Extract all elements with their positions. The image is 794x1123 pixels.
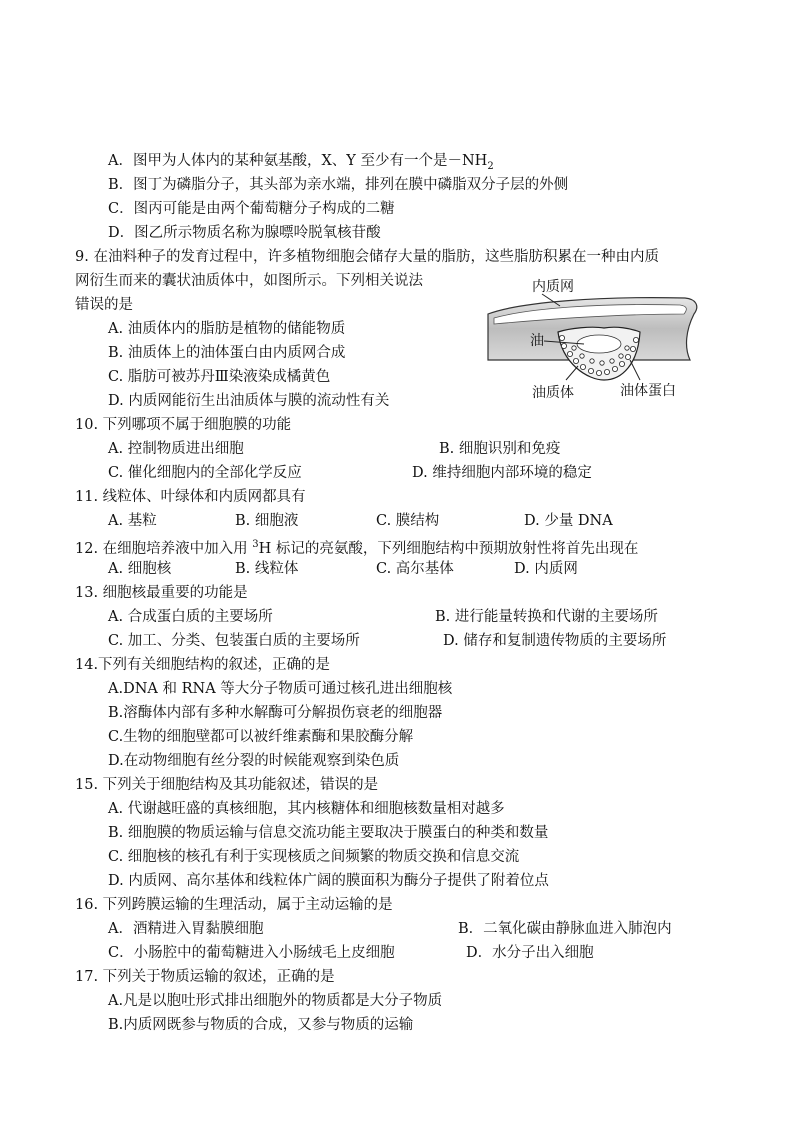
q9-stem-line3: 错误的是: [75, 297, 133, 313]
q15-option-d: D. 内质网、高尔基体和线粒体广阔的膜面积为酶分子提供了附着位点: [108, 873, 549, 889]
label-oleosin: 油体蛋白: [620, 383, 676, 399]
q8-option-d: D．图乙所示物质名称为腺嘌呤脱氧核苷酸: [108, 225, 381, 241]
q14-option-a: A.DNA 和 RNA 等大分子物质可通过核孔进出细胞核: [108, 681, 453, 697]
q14-option-d: D.在动物细胞有丝分裂的时候能观察到染色质: [108, 753, 400, 769]
q17-stem: 17. 下列关于物质运输的叙述，正确的是: [75, 969, 335, 985]
q10-option-d: D. 维持细胞内部环境的稳定: [412, 465, 592, 481]
leader-oleosome: [566, 366, 578, 380]
q12-stem-part1: 12. 在细胞培养液中加入用: [75, 540, 253, 557]
q12-option-d: D. 内质网: [514, 561, 578, 577]
q8-option-a: [108, 151, 494, 177]
q15-stem: 15. 下列关于细胞结构及其功能叙述，错误的是: [75, 777, 379, 793]
q12-stem-part2: H 标记的亮氨酸，下列细胞结构中预期放射性将首先出现在: [258, 540, 639, 557]
q16-option-b: B．二氧化碳由静脉血进入肺泡内: [458, 921, 672, 937]
q14-option-b: B.溶酶体内部有多种水解酶可分解损伤衰老的细胞器: [108, 705, 443, 721]
q11-option-a: A. 基粒: [108, 513, 157, 529]
q13-option-c: C. 加工、分类、包装蛋白质的主要场所: [108, 633, 360, 649]
q10-option-c: C. 催化细胞内的全部化学反应: [108, 465, 302, 481]
q13-stem: 13. 细胞核最重要的功能是: [75, 585, 248, 601]
q12-stem: [75, 535, 638, 559]
q8-option-b: B．图丁为磷脂分子，其头部为亲水端，排列在膜中磷脂双分子层的外侧: [108, 177, 569, 193]
q12-stem-superscript: 3: [252, 539, 259, 550]
q14-option-c: C.生物的细胞壁都可以被纤维素酶和果胶酶分解: [108, 729, 414, 745]
q12-option-a: A. 细胞核: [108, 561, 172, 577]
q15-option-c: C. 细胞核的核孔有利于实现核质之间频繁的物质交换和信息交流: [108, 849, 520, 865]
q17-option-b: B.内质网既参与物质的合成，又参与物质的运输: [108, 1017, 414, 1033]
q9-option-c: C. 脂肪可被苏丹Ⅲ染液染成橘黄色: [108, 369, 331, 385]
leader-oleosin: [630, 360, 640, 380]
q17-option-a: A.凡是以胞吐形式排出细胞外的物质都是大分子物质: [108, 993, 443, 1009]
label-oleosome: 油质体: [532, 385, 574, 401]
q10-option-b: B. 细胞识别和免疫: [439, 441, 561, 457]
q12-option-c: C. 高尔基体: [376, 561, 454, 577]
q16-stem: 16. 下列跨膜运输的生理活动，属于主动运输的是: [75, 897, 393, 913]
q9-option-d: D. 内质网能衍生出油质体与膜的流动性有关: [108, 393, 390, 409]
q9-stem-line1: 9. 在油料种子的发育过程中，许多植物细胞会储存大量的脂肪，这些脂肪积累在一种由内质: [75, 249, 659, 265]
label-er: 内质网: [532, 279, 574, 295]
q16-option-a: A．酒精进入胃黏膜细胞: [108, 921, 264, 937]
q10-stem: 10. 下列哪项不属于细胞膜的功能: [75, 417, 292, 433]
q14-stem: 14.下列有关细胞结构的叙述，正确的是: [75, 657, 331, 673]
q11-stem: 11. 线粒体、叶绿体和内质网都具有: [75, 489, 306, 505]
q9-option-a: A. 油质体内的脂肪是植物的储能物质: [108, 321, 346, 337]
q11-option-c: C. 膜结构: [376, 513, 440, 529]
q13-option-b: B. 进行能量转换和代谢的主要场所: [435, 609, 658, 625]
q12-option-b: B. 线粒体: [235, 561, 299, 577]
q13-option-d: D. 储存和复制遗传物质的主要场所: [443, 633, 667, 649]
q11-option-b: B. 细胞液: [235, 513, 299, 529]
q15-option-b: B. 细胞膜的物质运输与信息交流功能主要取决于膜蛋白的种类和数量: [108, 825, 549, 841]
q13-option-a: A. 合成蛋白质的主要场所: [108, 609, 273, 625]
q11-option-d: D. 少量 DNA: [524, 513, 613, 529]
q15-option-a: A. 代谢越旺盛的真核细胞，其内核糖体和细胞核数量相对越多: [108, 801, 505, 817]
q8-option-a-subscript: 2: [487, 160, 494, 172]
q16-option-c: C．小肠腔中的葡萄糖进入小肠绒毛上皮细胞: [108, 945, 395, 961]
label-oil: 油: [530, 333, 544, 349]
q10-option-a: A. 控制物质进出细胞: [108, 441, 244, 457]
oleosome-diagram: [480, 272, 710, 407]
q9-stem-line2: 网衍生而来的囊状油质体中，如图所示。下列相关说法: [75, 273, 423, 289]
q16-option-d: D．水分子出入细胞: [466, 945, 594, 961]
q8-option-c: C．图丙可能是由两个葡萄糖分子构成的二糖: [108, 201, 395, 217]
q8-option-a-text: A．图甲为人体内的某种氨基酸，X、Y 至少有一个是－NH: [108, 153, 488, 169]
q9-option-b: B. 油质体上的油体蛋白由内质网合成: [108, 345, 346, 361]
